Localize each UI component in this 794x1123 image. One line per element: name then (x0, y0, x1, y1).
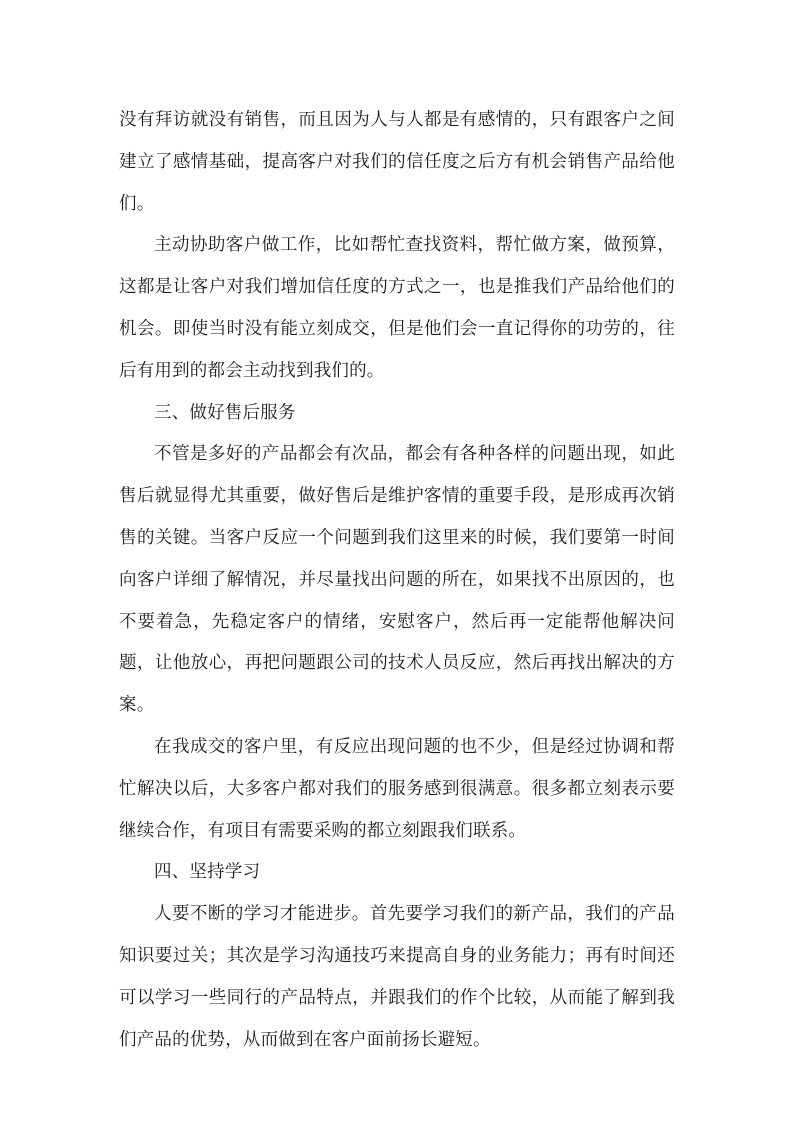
paragraph-customer-satisfaction: 在我成交的客户里，有反应出现问题的也不少，但是经过协调和帮忙解决以后，大多客户都对我们的服务感到很满意。很多都立刻表示要继续合作，有项目有需要采购的都立刻跟我们联系。 (119, 736, 675, 841)
paragraph-after-sales-importance: 不管是多好的产品都会有次品，都会有各种各样的问题出现，如此售后就显得尤其重要，做好售后是维护客情的重要手段，是形成再次销售的关键。当客户反应一个问题到我们这里来的时候，我们要第一时间向客户详细了解情况，并尽量找出问题的所在，如果找不出原因的，也不要着急，先稳定客户的情绪，安慰客户，然后再一定能帮他解决问题，让他放心，再把问题跟公司的技术人员反应，然后再找出解决的方案。 (119, 444, 675, 716)
section-heading-keep-learning: 四、坚持学习 (154, 862, 261, 883)
paragraph-assist-customer: 主动协助客户做工作，比如帮忙查找资料，帮忙做方案，做预算，这都是让客户对我们增加信任度的方式之一，也是推我们产品给他们的机会。即使当时没有能立刻成交，但是他们会一直记得你的功劳的，往后有用到的都会主动找到我们的。 (119, 235, 675, 381)
document-body (119, 100, 675, 1061)
paragraph-learning: 人要不断的学习才能进步。首先要学习我们的新产品，我们的产品知识要过关；其次是学习沟通技巧来提高自身的业务能力；再有时间还可以学习一些同行的产品特点，并跟我们的作个比较，从而能了解到我们产品的优势，从而做到在客户面前扬长避短。 (119, 904, 675, 1050)
section-heading-after-sales: 三、做好售后服务 (154, 402, 296, 423)
paragraph-visit-sales: 没有拜访就没有销售，而且因为人与人都是有感情的，只有跟客户之间建立了感情基础，提高客户对我们的信任度之后方有机会销售产品给他们。 (119, 110, 675, 214)
